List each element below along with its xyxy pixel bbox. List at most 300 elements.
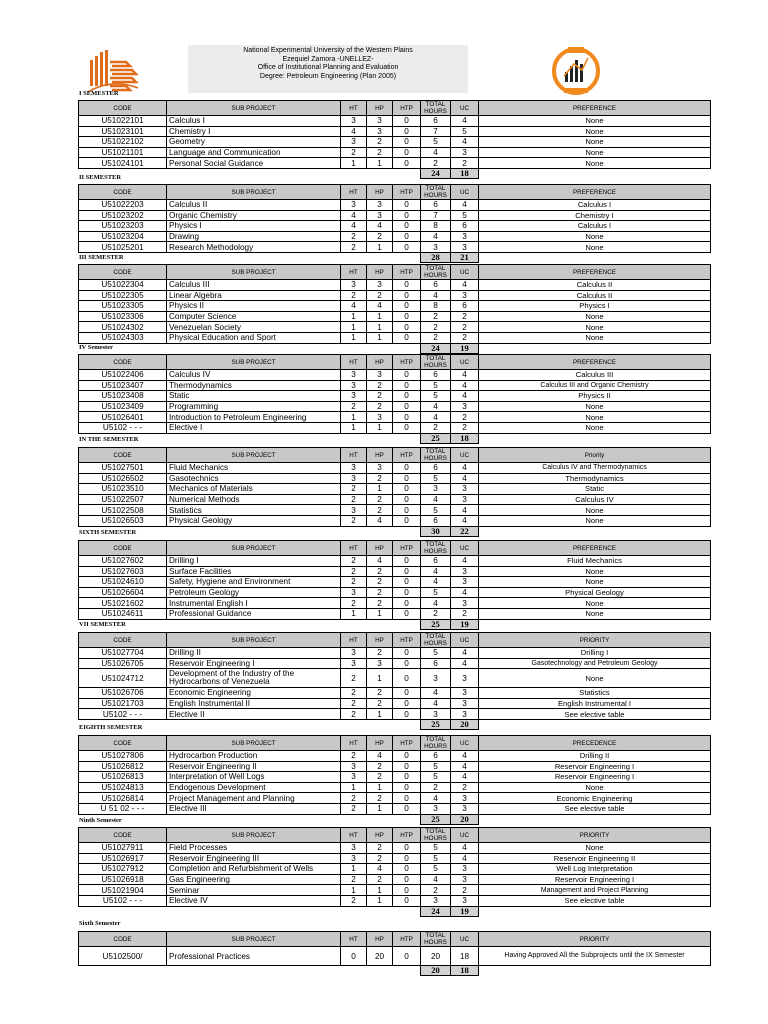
table-row	[79, 761, 711, 772]
course-code: U51022102	[79, 137, 167, 148]
totals-spacer	[167, 252, 341, 262]
totals-spacer	[393, 252, 421, 262]
table-row	[79, 494, 711, 505]
total-uc: 19	[451, 619, 479, 629]
course-value: 1	[367, 311, 393, 322]
table-row	[79, 658, 711, 669]
total-uc: 18	[451, 168, 479, 178]
course-value: 1	[367, 895, 393, 906]
semester-title: Ninth Semester	[79, 817, 122, 824]
course-name: Drilling I	[167, 556, 341, 567]
table-row	[79, 515, 711, 526]
column-header: PRECEDENCE	[479, 736, 711, 751]
table-row	[79, 231, 711, 242]
course-value: 0	[393, 221, 421, 232]
table-header-row	[79, 633, 711, 648]
column-header: HT	[341, 932, 367, 947]
course-value: 8	[421, 301, 451, 312]
course-value: 2	[367, 577, 393, 588]
course-value: 0	[393, 669, 421, 688]
course-value: 0	[393, 895, 421, 906]
header-line-degree: Degree: Petroleum Engineering (Plan 2005)	[259, 72, 397, 80]
totals-row	[79, 719, 711, 729]
course-value: 2	[367, 648, 393, 659]
course-value: 5	[421, 853, 451, 864]
course-name: Field Processes	[167, 843, 341, 854]
course-code: U51024101	[79, 158, 167, 169]
course-prerequisite: Physics I	[479, 301, 711, 312]
course-code: U51023510	[79, 484, 167, 495]
course-value: 3	[451, 494, 479, 505]
course-value: 0	[393, 782, 421, 793]
totals-spacer	[479, 906, 711, 916]
column-header: HTP	[393, 448, 421, 463]
column-header: UC	[451, 633, 479, 648]
course-name: Physics II	[167, 301, 341, 312]
table-row	[79, 598, 711, 609]
column-header: HT	[341, 541, 367, 556]
course-value: 0	[393, 803, 421, 814]
total-hours: 25	[421, 814, 451, 824]
course-value: 0	[393, 463, 421, 474]
course-value: 4	[367, 221, 393, 232]
table-row	[79, 412, 711, 423]
column-header: CODE	[79, 355, 167, 370]
course-value: 1	[367, 885, 393, 896]
column-header: TOTAL HOURS	[421, 355, 451, 370]
course-prerequisite: None	[479, 116, 711, 127]
column-header: TOTAL HOURS	[421, 185, 451, 200]
course-prerequisite: None	[479, 401, 711, 412]
course-value: 2	[367, 391, 393, 402]
course-value: 4	[451, 391, 479, 402]
course-value: 3	[367, 200, 393, 211]
totals-spacer	[79, 966, 167, 976]
semester-title: SIXTH SEMESTER	[79, 529, 137, 536]
table-header-row	[79, 541, 711, 556]
course-value: 0	[393, 698, 421, 709]
total-uc: 19	[451, 906, 479, 916]
course-value: 4	[341, 301, 367, 312]
course-code: U51022305	[79, 290, 167, 301]
course-value: 3	[341, 280, 367, 291]
column-header: CODE	[79, 185, 167, 200]
semester-table	[78, 632, 711, 730]
course-code: U51026706	[79, 688, 167, 699]
course-value: 0	[393, 761, 421, 772]
totals-row	[79, 619, 711, 629]
course-name: Seminar	[167, 885, 341, 896]
column-header: UC	[451, 448, 479, 463]
table-row	[79, 463, 711, 474]
course-value: 2	[367, 566, 393, 577]
course-value: 5	[421, 137, 451, 148]
course-value: 0	[393, 290, 421, 301]
course-prerequisite: None	[479, 669, 711, 688]
course-value: 2	[341, 709, 367, 720]
course-value: 4	[451, 280, 479, 291]
totals-spacer	[367, 966, 393, 976]
course-value: 0	[393, 380, 421, 391]
course-value: 1	[341, 422, 367, 433]
course-prerequisite: Statistics	[479, 688, 711, 699]
course-value: 6	[421, 370, 451, 381]
course-value: 2	[421, 322, 451, 333]
course-value: 1	[341, 782, 367, 793]
totals-row	[79, 252, 711, 262]
course-name: Programming	[167, 401, 341, 412]
table-row	[79, 751, 711, 762]
course-code: U51026705	[79, 658, 167, 669]
course-value: 3	[451, 242, 479, 253]
totals-spacer	[479, 814, 711, 824]
course-value: 1	[367, 709, 393, 720]
course-value: 3	[367, 370, 393, 381]
course-value: 1	[341, 412, 367, 423]
table-header-row	[79, 448, 711, 463]
course-value: 5	[451, 126, 479, 137]
semester-title: EIGHTH SEMESTER	[79, 724, 143, 731]
course-value: 4	[421, 793, 451, 804]
column-header: SUB PROJECT	[167, 633, 341, 648]
course-prerequisite: None	[479, 242, 711, 253]
course-prerequisite: Calculus IV and Thermodynamics	[479, 463, 711, 474]
table-row	[79, 370, 711, 381]
totals-spacer	[367, 252, 393, 262]
totals-spacer	[393, 433, 421, 443]
table-row	[79, 566, 711, 577]
totals-spacer	[393, 526, 421, 536]
totals-row	[79, 343, 711, 353]
course-value: 3	[341, 473, 367, 484]
column-header: UC	[451, 541, 479, 556]
table-header-row	[79, 932, 711, 947]
course-value: 2	[341, 874, 367, 885]
table-row	[79, 290, 711, 301]
course-value: 0	[393, 147, 421, 158]
course-prerequisite: Physical Geology	[479, 587, 711, 598]
course-value: 2	[367, 137, 393, 148]
course-value: 3	[341, 772, 367, 783]
course-value: 0	[393, 332, 421, 343]
course-value: 2	[341, 556, 367, 567]
course-prerequisite: Calculus II	[479, 290, 711, 301]
table-row	[79, 280, 711, 291]
course-code: U51023101	[79, 126, 167, 137]
course-prerequisite: None	[479, 322, 711, 333]
table-row	[79, 556, 711, 567]
course-value: 4	[421, 577, 451, 588]
table-row	[79, 853, 711, 864]
course-value: 6	[421, 116, 451, 127]
course-value: 4	[451, 658, 479, 669]
column-header: SUB PROJECT	[167, 736, 341, 751]
course-name: Elective II	[167, 709, 341, 720]
course-name: Completion and Refurbishment of Wells	[167, 864, 341, 875]
course-value: 3	[341, 116, 367, 127]
totals-row	[79, 906, 711, 916]
table-header-row	[79, 185, 711, 200]
totals-spacer	[341, 719, 367, 729]
course-code: U51024303	[79, 332, 167, 343]
course-prerequisite: None	[479, 158, 711, 169]
total-hours: 24	[421, 906, 451, 916]
course-value: 2	[341, 242, 367, 253]
course-value: 0	[393, 885, 421, 896]
course-name: Physical Geology	[167, 515, 341, 526]
course-value: 0	[393, 116, 421, 127]
column-header: SUB PROJECT	[167, 185, 341, 200]
course-value: 0	[393, 772, 421, 783]
course-code: U51024712	[79, 669, 167, 688]
totals-spacer	[341, 966, 367, 976]
totals-spacer	[367, 619, 393, 629]
course-code: U51023408	[79, 391, 167, 402]
totals-row	[79, 814, 711, 824]
course-name: Geometry	[167, 137, 341, 148]
course-value: 3	[451, 484, 479, 495]
course-value: 4	[451, 200, 479, 211]
totals-spacer	[479, 168, 711, 178]
course-value: 2	[451, 782, 479, 793]
course-value: 6	[421, 751, 451, 762]
course-name: Endogenous Development	[167, 782, 341, 793]
course-value: 0	[393, 473, 421, 484]
course-value: 5	[421, 648, 451, 659]
course-name: Gas Engineering	[167, 874, 341, 885]
column-header: UC	[451, 355, 479, 370]
table-row	[79, 311, 711, 322]
course-value: 6	[421, 658, 451, 669]
column-header: HT	[341, 265, 367, 280]
column-header: SUB PROJECT	[167, 101, 341, 116]
course-value: 1	[367, 242, 393, 253]
course-prerequisite: Calculus II	[479, 280, 711, 291]
course-name: Reservoir Engineering II	[167, 761, 341, 772]
course-value: 1	[367, 608, 393, 619]
course-value: 0	[393, 793, 421, 804]
header-line-office: Office of Institutional Planning and Evaluation	[257, 64, 399, 72]
course-value: 2	[367, 698, 393, 709]
course-value: 2	[367, 494, 393, 505]
course-name: Physics I	[167, 221, 341, 232]
totals-spacer	[479, 252, 711, 262]
course-value: 1	[367, 322, 393, 333]
semester-title: VII SEMESTER	[79, 621, 126, 628]
course-value: 2	[341, 698, 367, 709]
course-value: 3	[341, 761, 367, 772]
semester-table	[78, 354, 711, 444]
course-prerequisite: None	[479, 412, 711, 423]
course-value: 3	[367, 126, 393, 137]
course-value: 0	[393, 158, 421, 169]
course-value: 3	[451, 231, 479, 242]
column-header: CODE	[79, 736, 167, 751]
course-value: 4	[367, 556, 393, 567]
course-value: 2	[421, 332, 451, 343]
course-value: 0	[393, 515, 421, 526]
course-prerequisite: None	[479, 515, 711, 526]
table-row	[79, 200, 711, 211]
course-value: 2	[341, 895, 367, 906]
column-header: SUB PROJECT	[167, 932, 341, 947]
course-code: U51027501	[79, 463, 167, 474]
course-value: 3	[341, 370, 367, 381]
course-value: 6	[451, 221, 479, 232]
table-row	[79, 116, 711, 127]
course-value: 4	[451, 515, 479, 526]
header-line-university: National Experimental University of the Western Plains	[243, 47, 413, 54]
totals-spacer	[341, 906, 367, 916]
course-value: 5	[421, 380, 451, 391]
column-header: TOTAL HOURS	[421, 736, 451, 751]
course-name: Surface Facilities	[167, 566, 341, 577]
course-value: 5	[421, 772, 451, 783]
table-row	[79, 688, 711, 699]
course-name: Drilling II	[167, 648, 341, 659]
course-code: U51022507	[79, 494, 167, 505]
course-value: 3	[421, 242, 451, 253]
totals-spacer	[393, 906, 421, 916]
course-value: 2	[367, 231, 393, 242]
column-header: HP	[367, 101, 393, 116]
document-header	[188, 45, 468, 93]
course-value: 2	[341, 751, 367, 762]
course-value: 0	[393, 200, 421, 211]
course-name: Reservoir Engineering I	[167, 658, 341, 669]
course-value: 3	[341, 505, 367, 516]
course-value: 0	[393, 301, 421, 312]
table-row	[79, 126, 711, 137]
course-prerequisite: Calculus IV	[479, 494, 711, 505]
semester-table	[78, 100, 711, 179]
course-code: U51023407	[79, 380, 167, 391]
table-row	[79, 709, 711, 720]
course-value: 4	[341, 221, 367, 232]
course-value: 2	[421, 422, 451, 433]
course-value: 0	[341, 947, 367, 966]
course-code: U51022508	[79, 505, 167, 516]
course-value: 4	[421, 494, 451, 505]
course-code: U51023306	[79, 311, 167, 322]
course-value: 3	[341, 648, 367, 659]
course-value: 4	[341, 210, 367, 221]
course-value: 4	[451, 648, 479, 659]
totals-spacer	[367, 526, 393, 536]
table-header-row	[79, 101, 711, 116]
course-prerequisite: None	[479, 843, 711, 854]
course-value: 3	[451, 688, 479, 699]
column-header: HT	[341, 101, 367, 116]
totals-spacer	[341, 343, 367, 353]
course-code: U5102 - - -	[79, 895, 167, 906]
total-hours: 20	[421, 966, 451, 976]
table-header-row	[79, 828, 711, 843]
course-prerequisite: Well Log Interpretation	[479, 864, 711, 875]
course-value: 0	[393, 577, 421, 588]
total-hours: 28	[421, 252, 451, 262]
course-prerequisite: None	[479, 126, 711, 137]
course-value: 0	[393, 370, 421, 381]
totals-spacer	[341, 252, 367, 262]
course-name: Physical Education and Sport	[167, 332, 341, 343]
course-value: 0	[393, 751, 421, 762]
totals-spacer	[367, 814, 393, 824]
course-value: 2	[341, 803, 367, 814]
total-hours: 24	[421, 168, 451, 178]
course-name: Petroleum Geology	[167, 587, 341, 598]
course-prerequisite: Thermodynamics	[479, 473, 711, 484]
total-uc: 22	[451, 526, 479, 536]
course-name: Development of the Industry of the Hydrocarbons of Venezuela	[167, 669, 341, 688]
course-value: 0	[393, 658, 421, 669]
course-value: 2	[367, 761, 393, 772]
course-value: 1	[341, 608, 367, 619]
course-code: U51021703	[79, 698, 167, 709]
semester-table	[78, 184, 711, 263]
column-header: SUB PROJECT	[167, 541, 341, 556]
course-value: 3	[421, 803, 451, 814]
table-row	[79, 947, 711, 966]
course-value: 5	[421, 505, 451, 516]
column-header: HTP	[393, 265, 421, 280]
table-row	[79, 608, 711, 619]
course-value: 3	[451, 566, 479, 577]
column-header: TOTAL HOURS	[421, 541, 451, 556]
course-value: 2	[367, 874, 393, 885]
header-line-name: Ezequiel Zamora -UNELLEZ-	[282, 55, 374, 63]
course-name: Venezuelan Society	[167, 322, 341, 333]
totals-spacer	[393, 343, 421, 353]
course-code: U51022203	[79, 200, 167, 211]
course-value: 0	[393, 853, 421, 864]
course-value: 0	[393, 311, 421, 322]
course-prerequisite: Having Approved All the Subprojects until the IX Semester	[479, 947, 711, 966]
course-value: 0	[393, 280, 421, 291]
course-value: 0	[393, 126, 421, 137]
course-value: 3	[421, 484, 451, 495]
course-value: 2	[341, 688, 367, 699]
column-header: Priority	[479, 448, 711, 463]
course-value: 1	[367, 669, 393, 688]
column-header: HTP	[393, 932, 421, 947]
course-value: 5	[421, 391, 451, 402]
total-hours: 25	[421, 719, 451, 729]
course-value: 4	[451, 556, 479, 567]
column-header: PREFERENCE	[479, 355, 711, 370]
course-value: 5	[421, 761, 451, 772]
column-header: HT	[341, 355, 367, 370]
course-value: 2	[367, 147, 393, 158]
totals-spacer	[167, 719, 341, 729]
course-value: 3	[367, 210, 393, 221]
course-value: 4	[421, 290, 451, 301]
course-value: 7	[421, 126, 451, 137]
course-value: 0	[393, 598, 421, 609]
course-prerequisite: Static	[479, 484, 711, 495]
course-value: 4	[451, 116, 479, 127]
column-header: CODE	[79, 448, 167, 463]
course-value: 5	[421, 473, 451, 484]
course-value: 2	[451, 158, 479, 169]
semester-title: II SEMESTER	[79, 174, 122, 181]
course-value: 0	[393, 484, 421, 495]
course-name: Statistics	[167, 505, 341, 516]
course-code: U51021904	[79, 885, 167, 896]
totals-row	[79, 526, 711, 536]
course-value: 2	[341, 484, 367, 495]
table-header-row	[79, 265, 711, 280]
